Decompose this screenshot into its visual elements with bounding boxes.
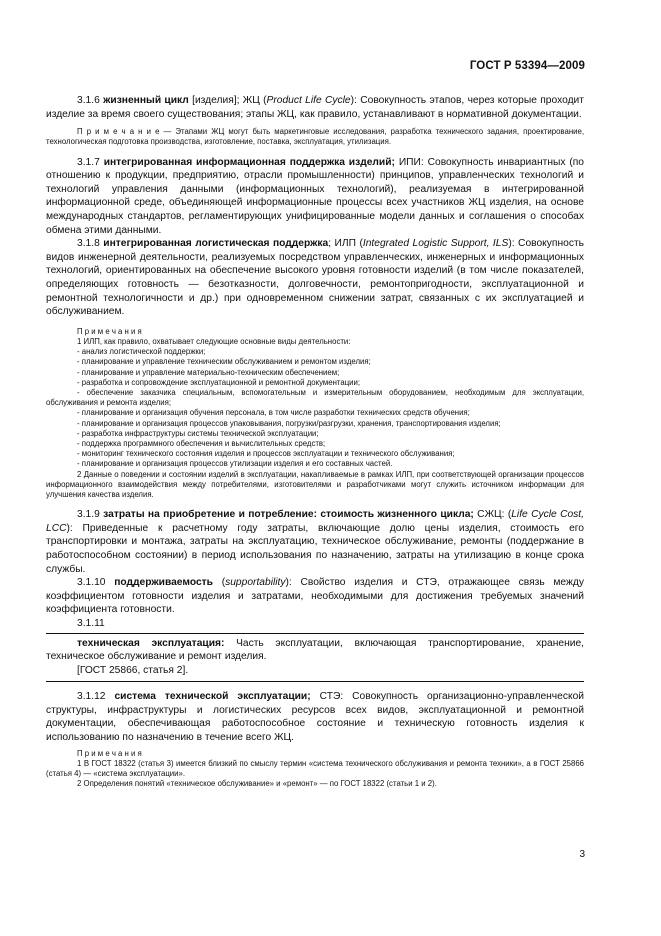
term-3-1-9 [46, 508, 584, 576]
note-item: - поддержка программного обеспечения и вычислительных средств; [77, 438, 326, 448]
note-item: 2 Данные о поведении и состоянии изделий в эксплуатации, накапливаемые в рамках ИЛП, при соответствующей организации процессов информационного взаимодействия между потребителями, изготовителями и разработчиками могут служить источником информации для улучшения качества изделия. [46, 469, 584, 499]
term-number: 3.1.10 [77, 577, 106, 589]
note-item: - планирование и организация обучения персонала, в том числе разработки технических средств обучения; [77, 408, 470, 418]
term-name: техническая эксплуатация: [77, 637, 225, 649]
notes-label-3-1-12: П р и м е ч а н и я [77, 748, 142, 758]
term-prefix: ; ИЛП ( [328, 238, 363, 250]
term-english: supportability [225, 577, 286, 589]
term-definition: Часть эксплуатации, включающая транспортирование, хранение, техническое обслуживание и ремонт изделия. [46, 637, 584, 663]
term-name: поддерживаемость [114, 577, 213, 589]
document-body [46, 94, 584, 789]
term-definition: ): Совокупность этапов, через которые проходит изделие за время своего существования; этапы ЖЦ, как правило, устанавливают в нормативной документации. [46, 95, 584, 120]
note-3-1-6 [46, 127, 584, 147]
document-header: ГОСТ Р 53394—2009 [469, 60, 585, 72]
notes-label-3-1-8: П р и м е ч а н и я [77, 326, 142, 336]
note-item: - разработка и сопровождение эксплуатационной и ремонтной документации; [77, 377, 361, 387]
term-name: интегрированная логистическая поддержка [103, 238, 329, 250]
note-item: - анализ логистической поддержки; [77, 347, 206, 357]
term-name: жизненный цикл [103, 95, 189, 106]
note-item: 1 ИЛП, как правило, охватывает следующие основные виды деятельности: [77, 336, 351, 346]
term-number: 3.1.8 [77, 238, 100, 250]
term-number: 3.1.7 [77, 156, 100, 168]
term-qualifier: [изделия]; ЖЦ ( [188, 95, 267, 106]
term-prefix: ( [212, 577, 226, 589]
term-number: 3.1.9 [77, 509, 100, 521]
term-number-3-1-11: 3.1.11 [77, 617, 105, 629]
note-item: - планирование и управление материально-техническим обеспечением; [77, 367, 340, 377]
term-prefix: СЖЦ: ( [473, 509, 512, 521]
note-item: 1 В ГОСТ 18322 (статья 3) имеется близкий по смыслу термин «система технического обслуживания и ремонта техники», а в ГОСТ 25866 (статья 4) — «система эксплуатации». [46, 758, 584, 779]
term-3-1-10 [46, 576, 584, 617]
note-item: - планирование и организация процессов утилизации изделия и его составных частей. [77, 459, 393, 469]
note-item: - планирование и организация процессов упаковывания, погрузки/разгрузки, хранения, транспортирования изделия; [77, 418, 501, 428]
term-3-1-12 [46, 690, 584, 744]
note-item: - мониторинг технического состояния изделия и процессов эксплуатации и технического обслуживания; [77, 449, 455, 459]
note-item: - обеспечение заказчика специальным, вспомогательным и измерительным оборудованием, необходимым для эксплуатации, обслуживания и ремонта изделия; [46, 387, 584, 408]
term-english: Life Cycle Cost, LCC [46, 509, 584, 534]
term-name: затраты на приобретение и потребление: стоимость жизненного цикла; [103, 509, 474, 521]
term-3-1-6 [46, 94, 584, 121]
term-name: система технической эксплуатации; [114, 691, 311, 703]
term-3-1-11 [46, 637, 584, 664]
term-name: интегрированная информационная поддержка изделий; [103, 156, 395, 168]
note-label: П р и м е ч а н и е [77, 127, 160, 137]
boxed-term-3-1-11 [46, 633, 584, 683]
term-definition: ): Приведенные к расчетному году затраты, включающие долю цены изделия, стоимость его транспортировки и монтажа, затраты на эксплуатацию, техническое обслуживание, ремонты (поддержание в работоспособном состоянии) в период использования по назначению, затраты на утилизацию в конце срока службы. [46, 522, 584, 575]
term-definition: СТЭ: Совокупность организационно-управленческой структуры, инфраструктуры и логистических ресурсов всех видов, эксплуатационной и ремонтной документации, обеспечивающая работоспособное состояние и техническую готовность изделия к использованию по назначению в течение всего ЖЦ. [46, 691, 584, 744]
term-3-1-8 [46, 237, 584, 319]
note-item: - планирование и управление техническим обслуживанием и ремонтом изделия; [77, 357, 371, 367]
term-definition: ): Свойство изделия и СТЭ, отражающее связь между коэффициентом готовности изделия и затратами, необходимыми для достижения требуемых значений коэффициента готовности. [46, 577, 584, 616]
term-number: 3.1.6 [77, 95, 100, 106]
term-3-1-7 [46, 156, 584, 238]
term-definition: ): Совокупность видов инженерной деятельности, реализуемых посредством управленческих, инженерных и информационных технологий, ориентированных на обеспечение высокого уровня готовности изделий (в том числе показателей, определяющих готовность — безотказности, долговечности, ремонтопригодности, эксплуатационной и ремонтной технологичности и др.) при одновременном снижении затрат, связанных с их эксплуатацией и обслуживанием. [46, 238, 584, 318]
term-english: Product Life Cycle [266, 95, 351, 106]
term-definition: ИПИ: Совокупность инвариантных (по отношению к продукции, предприятию, отрасли промышленности) принципов, управленческих технологий и технологий управления данными (информационных технологий), реализуемая в интегрированной информационной среде, объединяющей информационные процессы всех участников ЖЦ изделия, на основе международных стандартов, регламентирующих унифицированные модели данных и соглашения о способах обмена этими данными. [46, 156, 584, 236]
page-number: 3 [579, 849, 585, 860]
term-number: 3.1.12 [77, 691, 106, 703]
note-text: — Этапами ЖЦ могут быть маркетинговые исследования, разработка технического задания, проектирование, технологическая подготовка производства, изготовление, поставка, эксплуатация, утилизация. [46, 127, 584, 147]
note-item: 2 Определения понятий «техническое обслуживание» и «ремонт» — по ГОСТ 18322 (статьи 1 и 2). [77, 779, 437, 789]
note-item: - разработка инфраструктуры системы технической эксплуатации; [77, 428, 319, 438]
term-english: Integrated Logistic Support, ILS [362, 238, 509, 250]
term-reference: [ГОСТ 25866, статья 2]. [77, 664, 189, 676]
